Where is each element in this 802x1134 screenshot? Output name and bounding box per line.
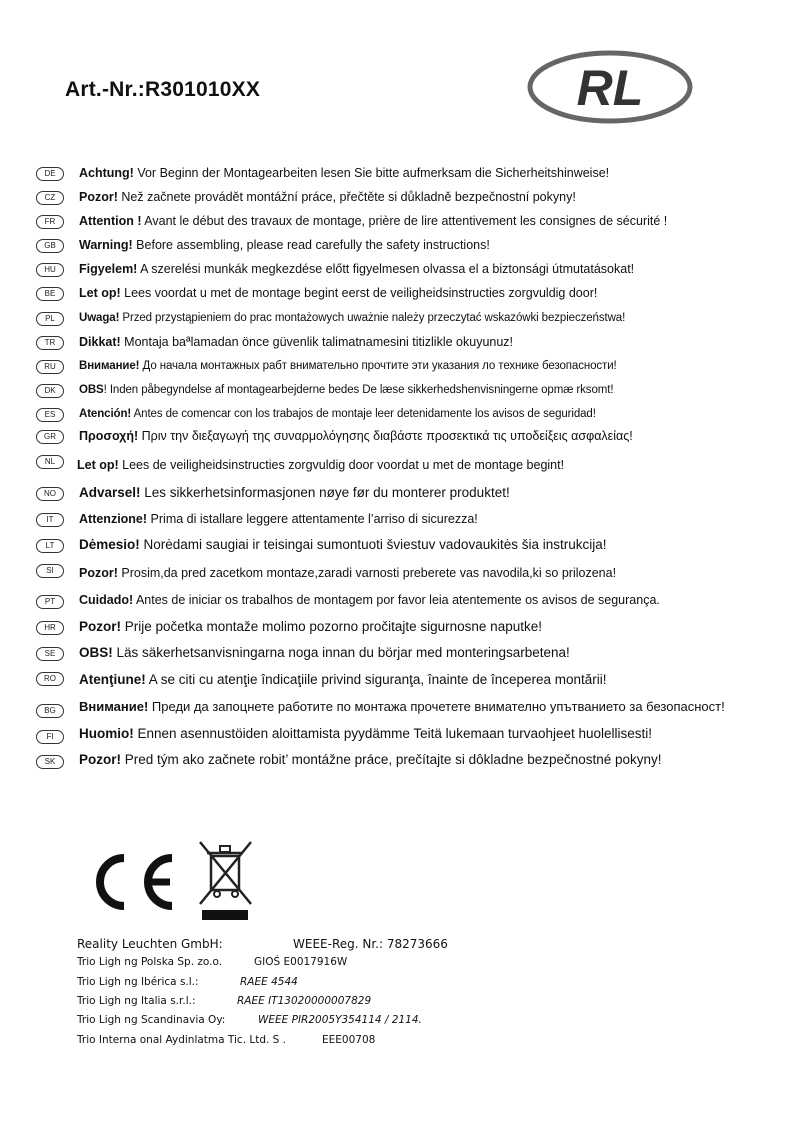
warning-row-se: SE OBS! Läs säkerhetsanvisningarna noga innan du börjar med monteringsarbetena! <box>36 645 796 665</box>
lang-badge: GB <box>36 239 64 253</box>
lang-badge: PT <box>36 595 64 609</box>
company-reg: WEEE PIR2005Y354114 / 2114. <box>258 1014 422 1026</box>
warning-row-ro: RO Atenţiune! A se citi cu atenţie îndicaţiile privind siguranţa, înainte de începerea montării! <box>36 670 796 690</box>
lang-badge: SI <box>36 564 64 578</box>
warning-row-tr: TR Dikkat! Montaja baªlamadan önce güvenlik talimatnamesini titizlikle okuyunuz! <box>36 334 796 354</box>
warning-row-no: NO Advarsel! Les sikkerhetsinformasjonen nøye før du monterer produktet! <box>36 485 796 505</box>
warning-row-nl: NL Let op! Lees de veiligheidsinstructies zorgvuldig door voordat u met de montage begint! <box>36 453 796 473</box>
company-name: Trio Ligh ng Italia s.r.l.: <box>77 995 196 1007</box>
lang-badge: RU <box>36 360 64 374</box>
lang-badge: SK <box>36 755 64 769</box>
rl-logo <box>527 50 693 124</box>
lang-badge: SE <box>36 647 64 661</box>
warning-row-sk: SK Pozor! Pred tým ako začnete robit’ montážne práce, prečítajte si dôkladne bezpečnostné pokyny! <box>36 753 796 773</box>
weee-bin-icon <box>197 838 255 922</box>
lang-badge: DE <box>36 167 64 181</box>
warning-row-gr: GR Προσοχή! Πριν την διεξαγωγή της συναρμολόγησης διαβάστε προσεκτικά τις υποδείξεις ασφαλείας! <box>36 428 796 448</box>
lang-badge: GR <box>36 430 64 444</box>
warning-row-be: BE Let op! Lees voordat u met de montage begint eerst de veiligheidsinstructies zorgvuldig door! <box>36 285 796 305</box>
lang-badge: ES <box>36 408 64 422</box>
warning-row-it: IT Attenzione! Prima di istallare leggere attentamente l’arriso di sicurezza! <box>36 511 796 531</box>
lang-badge: HU <box>36 263 64 277</box>
ce-mark <box>84 850 180 914</box>
lang-badge: FR <box>36 215 64 229</box>
lang-badge: NL <box>36 455 64 469</box>
lang-badge: NO <box>36 487 64 501</box>
warning-row-bg: BG Bнимание! Преди да запоцнете работите по монтажа прочетете внимателно упътванието за безопасност! <box>36 702 796 722</box>
lang-badge: CZ <box>36 191 64 205</box>
company-reg: RAEE 4544 <box>240 976 298 988</box>
warning-row-hu: HU Figyelem! A szerelési munkák megkezdése előtt figyelmesen olvassa el a biztonsági útmutatásokat! <box>36 261 796 281</box>
lang-badge: FI <box>36 730 64 744</box>
warning-row-dk: DK OBS! Inden påbegyndelse af montagearbejderne bedes De læse sikkerhedshenvisningerne opmæ rksomt! <box>36 382 796 402</box>
warning-row-lt: LT Dėmesio! Norėdami saugiai ir teisingai sumontuoti šviestuv vadovaukitės šia instrukcija! <box>36 537 796 557</box>
warning-row-hr: HR Pozor! Prije početka montaže molimo pozorno pročitajte sigurnosne naputke! <box>36 619 796 639</box>
logo-text: RL <box>576 60 644 116</box>
warning-row-gb: GB Warning! Before assembling, please read carefully the safety instructions! <box>36 237 796 257</box>
company-reg: GIOŚ E0017916W <box>254 956 348 968</box>
lang-badge: HR <box>36 621 64 635</box>
article-number: Art.-Nr.:R301010XX <box>65 78 261 101</box>
warning-row-fi: FI Huomio! Ennen asennustöiden aloittamista pyydämme Teitä lukemaan turvaohjeet huolellisesti! <box>36 728 796 748</box>
lang-badge: TR <box>36 336 64 350</box>
warning-row-pt: PT Cuidado! Antes de iniciar os trabalhos de montagem por favor leia atentemente os avisos de segurança. <box>36 593 796 613</box>
company-reg: WEEE-Reg. Nr.: 78273666 <box>293 937 448 951</box>
company-name: Trio Ligh ng Ibérica s.l.: <box>77 976 199 988</box>
warning-row-si: SI Pozor! Prosim,da pred zacetkom montaze,zaradi varnosti preberete vas navodila,ki so prilozena! <box>36 562 796 582</box>
warning-row-ru: RU Внимание! До начала монтажных рабт внимательно прочтите эти указания ло технике безопасности! <box>36 358 796 378</box>
company-name: Trio Interna onal Aydinlatma Tic. Ltd. S . <box>77 1034 287 1046</box>
lang-badge: RO <box>36 672 64 686</box>
lang-badge: PL <box>36 312 64 326</box>
warning-row-cz: CZ Pozor! Než začnete provádět montážní práce, přečtěte si důkladně bezpečnostní pokyny! <box>36 189 796 209</box>
lang-badge: BG <box>36 704 64 718</box>
warning-row-pl: PL Uwaga! Przed przystąpieniem do prac montażowych uważnie należy przeczytać wskazówki bezpieczeństwa! <box>36 310 796 330</box>
company-name: Trio Ligh ng Polska Sp. zo.o. <box>77 956 223 968</box>
lang-badge: IT <box>36 513 64 527</box>
lang-badge: LT <box>36 539 64 553</box>
company-name: Trio Ligh ng Scandinavia Oy: <box>77 1014 226 1026</box>
warning-row-de: DE Achtung! Vor Beginn der Montagearbeiten lesen Sie bitte aufmerksam die Sicherheitshinweise! <box>36 165 796 185</box>
company-reg: EEE00708 <box>322 1034 376 1046</box>
warning-row-fr: FR Attention ! Avant le début des travaux de montage, prière de lire attentivement les consignes de sécurité ! <box>36 213 796 233</box>
lang-badge: DK <box>36 384 64 398</box>
lang-badge: BE <box>36 287 64 301</box>
warning-row-es: ES Atención! Antes de comencar con los trabajos de montaje leer detenidamente los avisos de seguridad! <box>36 406 796 426</box>
company-name: Reality Leuchten GmbH: <box>77 937 223 951</box>
company-reg: RAEE IT13020000007829 <box>237 995 372 1007</box>
